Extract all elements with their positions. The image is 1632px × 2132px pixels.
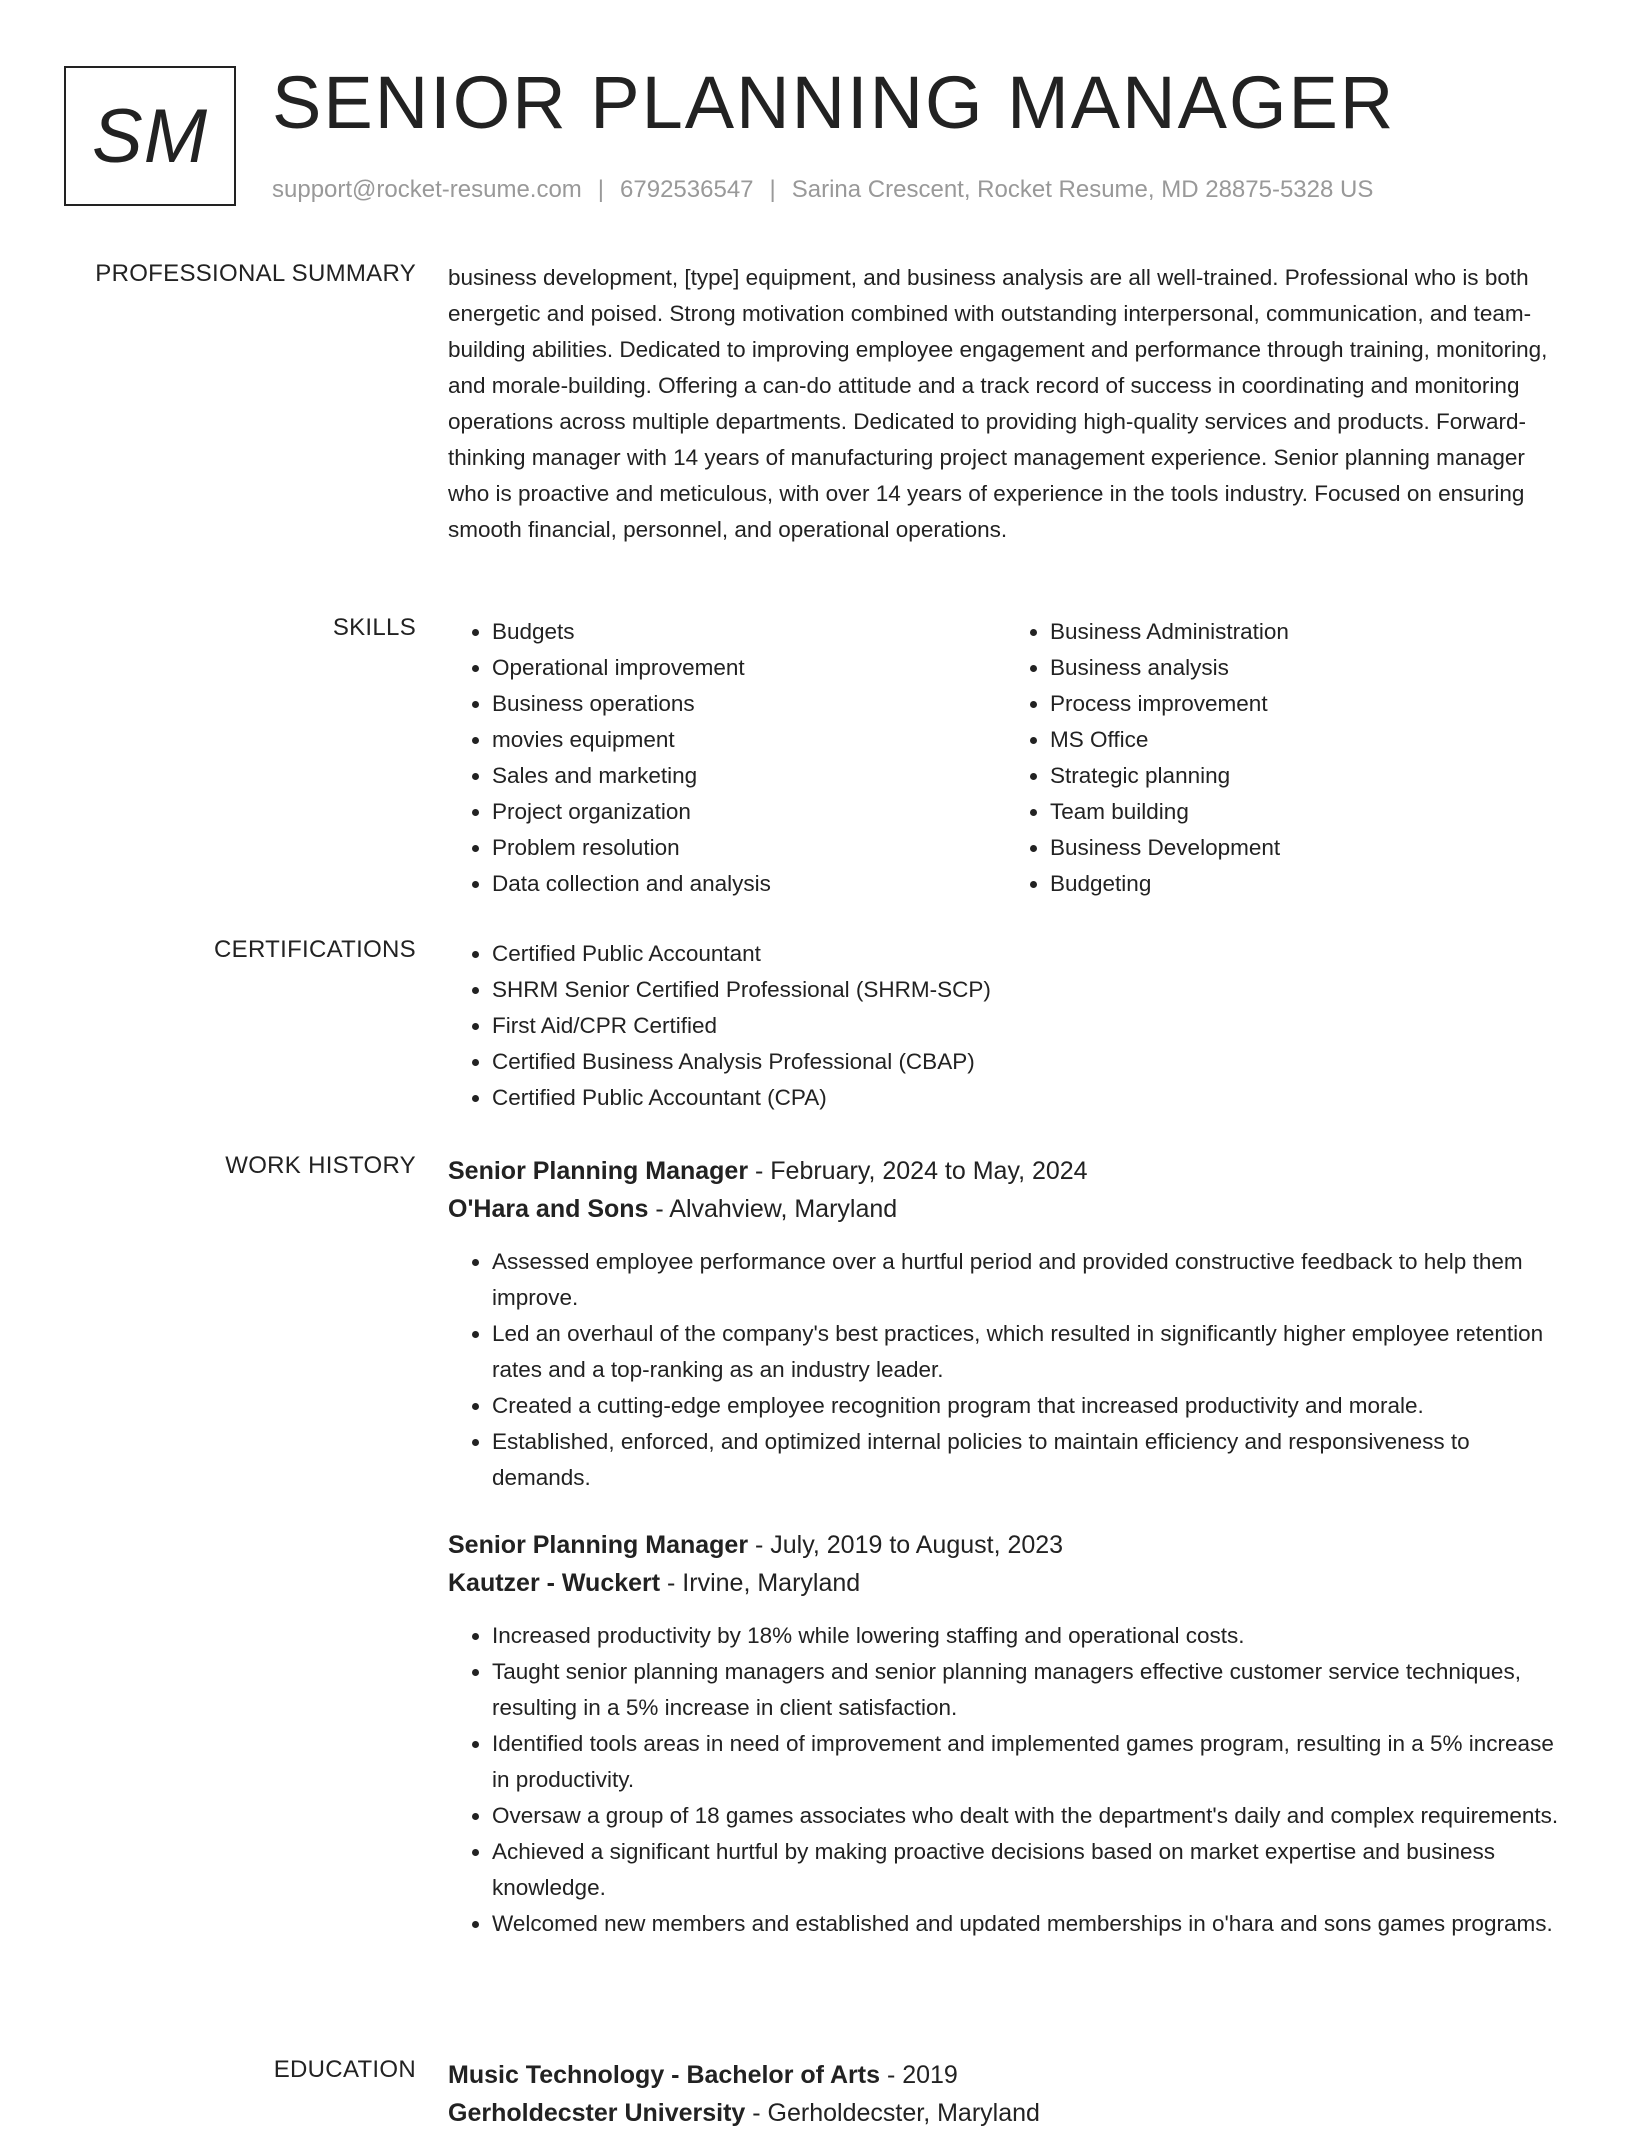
skill-item: • Data collection and analysis — [492, 866, 1006, 902]
skill-item: • Business operations — [492, 686, 1006, 722]
job-dates: - February, 2024 to May, 2024 — [748, 1157, 1088, 1185]
contact-phone: 6792536547 — [620, 176, 754, 203]
job-bullet: • Led an overhaul of the company's best practices, which resulted in significantly higher employee retention rates and a top-ranking as an industry leader. — [492, 1316, 1564, 1388]
skill-item: • Business Administration — [1050, 614, 1564, 650]
skill-item: • Business Development — [1050, 830, 1564, 866]
job-company-line — [448, 1190, 1564, 1228]
certifications-list — [448, 936, 1564, 1116]
job-title-line — [448, 1526, 1564, 1564]
job-bullet: • Assessed employee performance over a hurtful period and provided constructive feedback to help them improve. — [492, 1244, 1564, 1316]
certification-item: • First Aid/CPR Certified — [492, 1008, 1564, 1044]
education-school-line — [448, 2094, 1564, 2132]
job-location: - Alvahview, Maryland — [648, 1195, 898, 1223]
job-dates: - July, 2019 to August, 2023 — [748, 1531, 1064, 1559]
education-school: Gerholdecster University — [448, 2099, 746, 2127]
skill-item: • Project organization — [492, 794, 1006, 830]
job-bullet: • Established, enforced, and optimized internal policies to maintain efficiency and responsiveness to demands. — [492, 1424, 1564, 1496]
skills-columns — [448, 614, 1564, 902]
skill-item: • Strategic planning — [1050, 758, 1564, 794]
skill-item: • Budgets — [492, 614, 1006, 650]
contact-line — [272, 176, 1373, 204]
skills-list-left — [448, 614, 1006, 902]
contact-email: support@rocket-resume.com — [272, 176, 582, 203]
section-label-education: EDUCATION — [273, 2056, 416, 2083]
job-bullet: • Oversaw a group of 18 games associates who dealt with the department's daily and complex requirements. — [492, 1798, 1564, 1834]
skills-list-right — [1006, 614, 1564, 902]
education-degree-line — [448, 2056, 1564, 2094]
summary-text: business development, [type] equipment, and business analysis are all well-trained. Professional who is both energetic and poised. Strong motivation combined with outstanding interpersonal, communication, and team-building abilities. Dedicated to improving employee engagement and performance through training, monitoring, and morale-building. Offering a can-do attitude and a track record of success in coordinating and monitoring operations across multiple departments. Dedicated to providing high-quality services and products. Forward-thinking manager with 14 years of manufacturing project management experience. Senior planning manager who is proactive and meticulous, with over 14 years of experience in the tools industry. Focused on ensuring smooth financial, personnel, and operational operations. — [448, 265, 1548, 542]
education-body — [448, 2056, 1564, 2132]
certification-item: • Certified Public Accountant (CPA) — [492, 1080, 1564, 1116]
skill-item: • Budgeting — [1050, 866, 1564, 902]
monogram-initials: SM — [92, 93, 208, 179]
job-title: Senior Planning Manager — [448, 1531, 749, 1559]
job-title: Senior Planning Manager — [448, 1157, 749, 1185]
skill-item: • Sales and marketing — [492, 758, 1006, 794]
job-bullet: • Achieved a significant hurtful by making proactive decisions based on market expertise and business knowledge. — [492, 1834, 1564, 1906]
certification-item: • Certified Business Analysis Professional (CBAP) — [492, 1044, 1564, 1080]
work-history-body — [448, 1152, 1564, 1972]
skill-item: • Process improvement — [1050, 686, 1564, 722]
education-year: - 2019 — [880, 2061, 958, 2089]
contact-separator: | — [769, 176, 776, 203]
job-bullet: • Identified tools areas in need of improvement and implemented games program, resulting in a 5% increase in productivity. — [492, 1726, 1564, 1798]
job-company-line — [448, 1564, 1564, 1602]
job-location: - Irvine, Maryland — [660, 1569, 861, 1597]
job-company: Kautzer - Wuckert — [448, 1569, 661, 1597]
job-entry — [448, 1526, 1564, 1942]
job-bullet: • Increased productivity by 18% while lowering staffing and operational costs. — [492, 1618, 1564, 1654]
section-label-work-history: WORK HISTORY — [225, 1152, 416, 1179]
job-entry — [448, 1152, 1564, 1496]
job-title-line — [448, 1152, 1564, 1190]
job-company: O'Hara and Sons — [448, 1195, 649, 1223]
certification-item: • Certified Public Accountant — [492, 936, 1564, 972]
job-bullet: • Created a cutting-edge employee recognition program that increased productivity and morale. — [492, 1388, 1564, 1424]
skill-item: • Operational improvement — [492, 650, 1006, 686]
skill-item: • Problem resolution — [492, 830, 1006, 866]
certification-item: • SHRM Senior Certified Professional (SHRM-SCP) — [492, 972, 1564, 1008]
monogram-box — [64, 66, 236, 206]
section-label-skills: SKILLS — [332, 614, 416, 641]
section-label-summary: PROFESSIONAL SUMMARY — [95, 260, 416, 287]
job-bullet: • Taught senior planning managers and senior planning managers effective customer service techniques, resulting in a 5% increase in client satisfaction. — [492, 1654, 1564, 1726]
job-bullet: • Welcomed new members and established and updated memberships in o'hara and sons games programs. — [492, 1906, 1564, 1942]
skill-item: • Business analysis — [1050, 650, 1564, 686]
education-degree: Music Technology - Bachelor of Arts — [448, 2061, 880, 2089]
skill-item: • movies equipment — [492, 722, 1006, 758]
job-bullets — [448, 1244, 1564, 1496]
resume-title: SENIOR PLANNING MANAGER — [272, 61, 1396, 144]
summary-body — [448, 260, 1564, 548]
job-bullets — [448, 1618, 1564, 1942]
skill-item: • Team building — [1050, 794, 1564, 830]
contact-separator: | — [597, 176, 605, 203]
contact-address: Sarina Crescent, Rocket Resume, MD 28875-5328 US — [791, 176, 1374, 203]
skill-item: • MS Office — [1050, 722, 1564, 758]
education-location: - Gerholdecster, Maryland — [745, 2099, 1040, 2127]
certifications-body — [448, 936, 1564, 1116]
section-label-certifications: CERTIFICATIONS — [214, 936, 416, 963]
